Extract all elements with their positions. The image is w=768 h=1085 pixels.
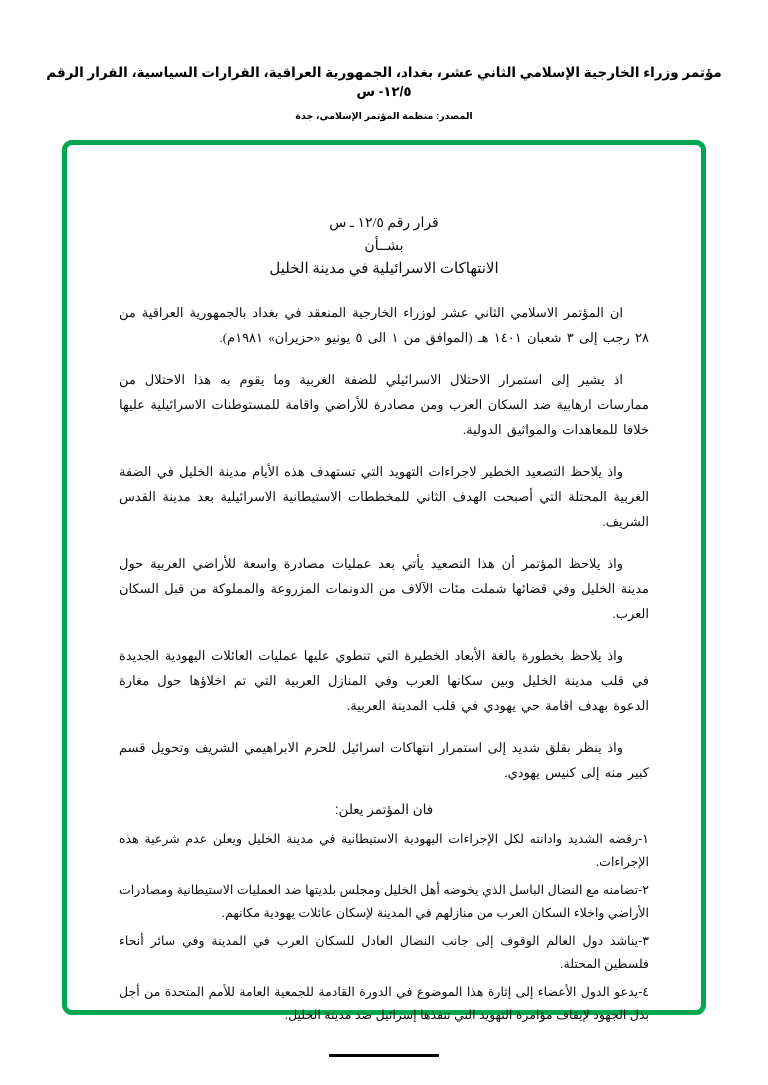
resolution-paragraph: ان المؤتمر الاسلامي الثاني عشر لوزراء الخارجية المنعقد في بغداد بالجمهورية العراقية من ٢٨ رجب إلى ٣ شعبان ١٤٠١ هـ (الموافق من ١ الى ٥ يونيو «حزيران» ١٩٨١م). [119, 305, 649, 346]
resolution-paragraph: واذ يلاحظ بخطورة بالغة الأبعاد الخطيرة التي تنطوي عليها عمليات العائلات اليهودية الجديدة في قلب مدينة الخليل وبين سكانها العرب وفي المنازل العربية التي تم اخلاؤها حول مغارة الدعوة بهدف اقامة حي يهودي في قلب المدينة العربية. [119, 647, 649, 714]
resolution-clause-list [119, 828, 649, 1028]
document-source: المصدر: منظمة المؤتمر الإسلامي، جدة [295, 110, 473, 122]
resolution-clause: ٤-يدعو الدول الأعضاء إلى إثارة هذا الموضوع في الدورة القادمة للجمعية العامة للأمم المتحدة من أجل بذل الجهود لإيقاف مؤامرة التهويد التي تنفذها إسرائيل ضد مدينة الخليل. [119, 985, 649, 1023]
green-framed-content-box [62, 140, 706, 1023]
resolution-declares-label: فان المؤتمر يعلن: [334, 801, 434, 817]
resolution-paragraph: اذ يشير إلى استمرار الاحتلال الاسرائيلي للضفة الغربية وما يقوم به هذا الاحتلال من ممارسات ارهابية ضد السكان العرب ومن مصادرة للأراضي واقامة للمستوطنات الاسرائيلية عليها خلافا للمعاهدات والمواثيق الدولية. [119, 371, 649, 438]
resolution-body [67, 145, 701, 1023]
resolution-subject: الانتهاكات الاسرائيلية في مدينة الخليل [269, 261, 499, 277]
resolution-clause: ٣-يناشد دول العالم الوقوف إلى جانب النضال العادل للسكان العرب في المدينة وفي سائر أنحاء فلسطين المحتلة. [119, 934, 649, 972]
resolution-about-label: بشــأن [364, 239, 404, 254]
end-rule-divider [329, 1054, 439, 1057]
document-header [0, 0, 768, 122]
resolution-paragraph: واذ يلاحظ المؤتمر أن هذا التصعيد يأتي بعد عمليات مصادرة واسعة للأراضي العربية حول مدينة الخليل وفي قضائها شملت مئات الآلاف من الدونمات المزروعة والمملوكة من قبل السكان العرب. [119, 555, 649, 622]
resolution-number: قرار رقم ١٢/٥ ـ س [329, 216, 439, 231]
resolution-clause: ٢-تضامنه مع النضال الباسل الذي يخوضه أهل الخليل ومجلس بلديتها ضد العمليات الاستيطانية ومصادرات الأراضي واخلاء السكان العرب من منازلهم في المدينة لإسكان عائلات يهودية مكانهم. [119, 882, 649, 920]
resolution-paragraph: واذ يلاحظ التصعيد الخطير لاجراءات التهويد التي تستهدف هذه الأيام مدينة الخليل في الضفة الغربية المحتلة التي أصبحت الهدف الثاني للمخططات الاستيطانية الاسرائيلية بعد مدينة القدس الشريف. [119, 463, 649, 530]
document-title: مؤتمر وزراء الخارجية الإسلامي الثاني عشر، بغداد، الجمهورية العراقية، القرارات السياسية، القرار الرقم ١٢/٥- س [46, 65, 722, 99]
resolution-paragraph: واذ ينظر بقلق شديد إلى استمرار انتهاكات اسرائيل للحرم الابراهيمي الشريف وتحويل قسم كبير منه إلى كنيس يهودي. [119, 739, 649, 781]
resolution-clause: ١-رفضه الشديد وادانته لكل الإجراءات اليهودية الاستيطانية في مدينة الخليل ويعلن عدم شرعية هذه الإجراءات. [119, 831, 649, 869]
